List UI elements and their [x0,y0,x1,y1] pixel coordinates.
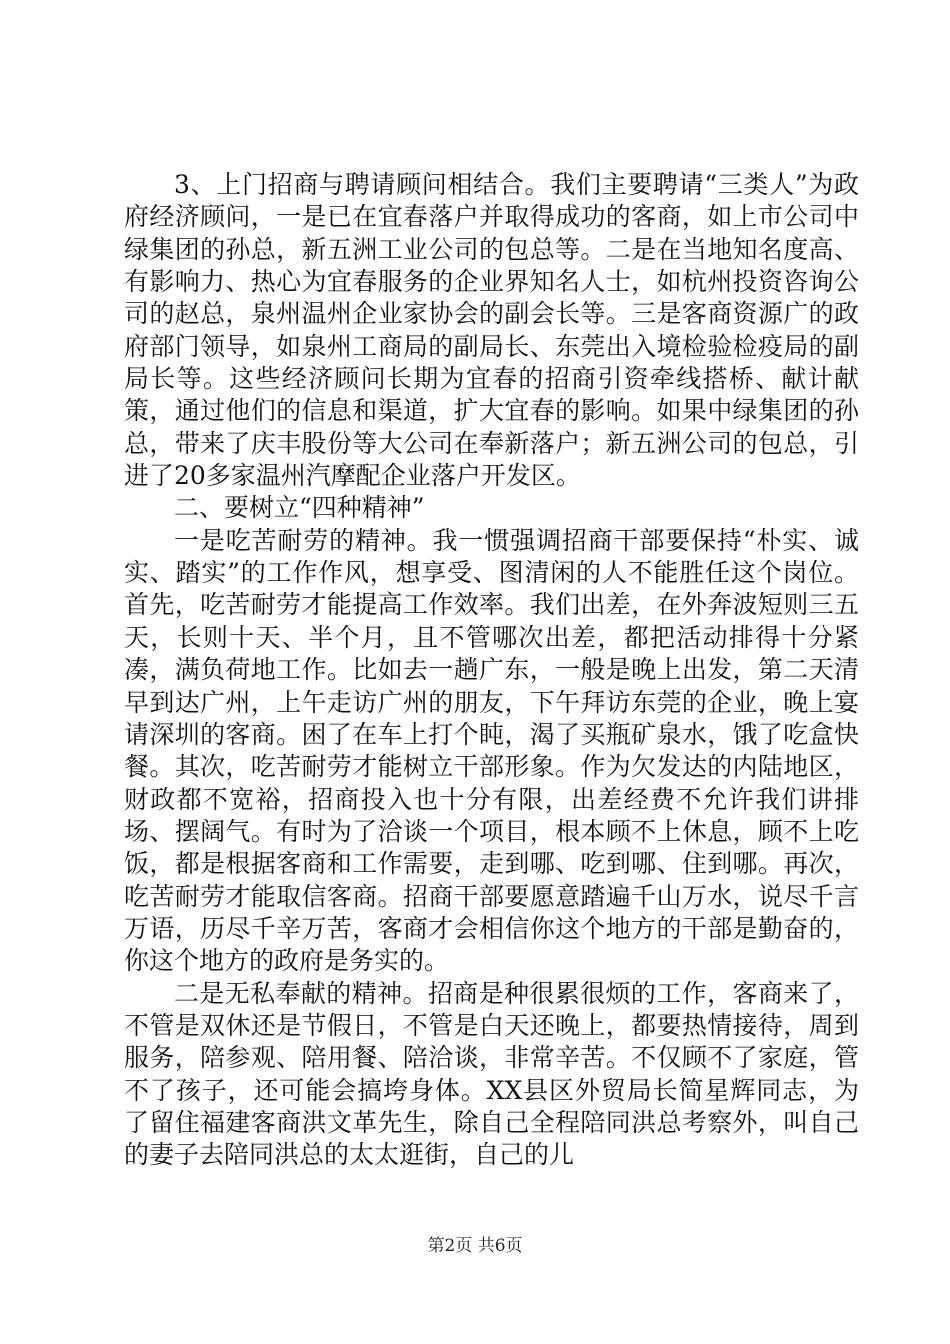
document-body [124,169,859,1172]
paragraph-selfless-dedication: 二是无私奉献的精神。招商是种很累很烦的工作，客商来了，不管是双休还是节假日，不管是白天还晚上，都要热情接待，周到服务，陪参观、陪用餐、陪洽谈，非常辛苦。不仅顾不了家庭，管不了孩子，还可能会搞垮身体。XX县区外贸局长简星辉同志，为了留住福建客商洪文革先生，除自己全程陪同洪总考察外，叫自己的妻子去陪同洪总的太太逛街，自己的儿 [124,978,859,1170]
paragraph-consultants: 3、上门招商与聘请顾问相结合。我们主要聘请“三类人”为政府经济顾问，一是已在宜春落户并取得成功的客商，如上市公司中绿集团的孙总，新五洲工业公司的包总等。二是在当地知名度高、有影响力、热心为宜春服务的企业界知名人士，如杭州投资咨询公司的赵总，泉州温州企业家协会的副会长等。三是客商资源广的政府部门领导，如泉州工商局的副局长、东莞出入境检验检疫局的副局长等。这些经济顾问长期为宜春的招商引资牵线搭桥、献计献策，通过他们的信息和渠道，扩大宜春的影响。如果中绿集团的孙总，带来了庆丰股份等大公司在奉新落户；新五洲公司的包总，引进了20多家温州汽摩配企业落户开发区。 [124,170,859,491]
section-heading-four-spirits: 二、要树立“四种精神” [174,493,425,523]
paragraph-hard-work-spirit: 一是吃苦耐劳的精神。我一惯强调招商干部要保持“朴实、诚实、踏实”的工作作风，想享受、图清闲的人不能胜任这个岗位。首先，吃苦耐劳才能提高工作效率。我们出差，在外奔波短则三五天，长则十天、半个月，且不管哪次出差，都把活动排得十分紧凑，满负荷地工作。比如去一趟广东，一般是晚上出发，第二天清早到达广州，上午走访广州的朋友，下午拜访东莞的企业，晚上宴请深圳的客商。困了在车上打个盹，渴了买瓶矿泉水，饿了吃盒快餐。其次，吃苦耐劳才能树立干部形象。作为欠发达的内陆地区，财政都不宽裕，招商投入也十分有限，出差经费不允许我们讲排场、摆阔气。有时为了洽谈一个项目，根本顾不上休息，顾不上吃饭，都是根据客商和工作需要，走到哪、吃到哪、住到哪。再次，吃苦耐劳才能取信客商。招商干部要愿意踏遍千山万水，说尽千言万语，历尽千辛万苦，客商才会相信你这个地方的干部是勤奋的，你这个地方的政府是务实的。 [124,525,859,976]
page-number-footer: 第2页 共6页 [427,1236,523,1256]
